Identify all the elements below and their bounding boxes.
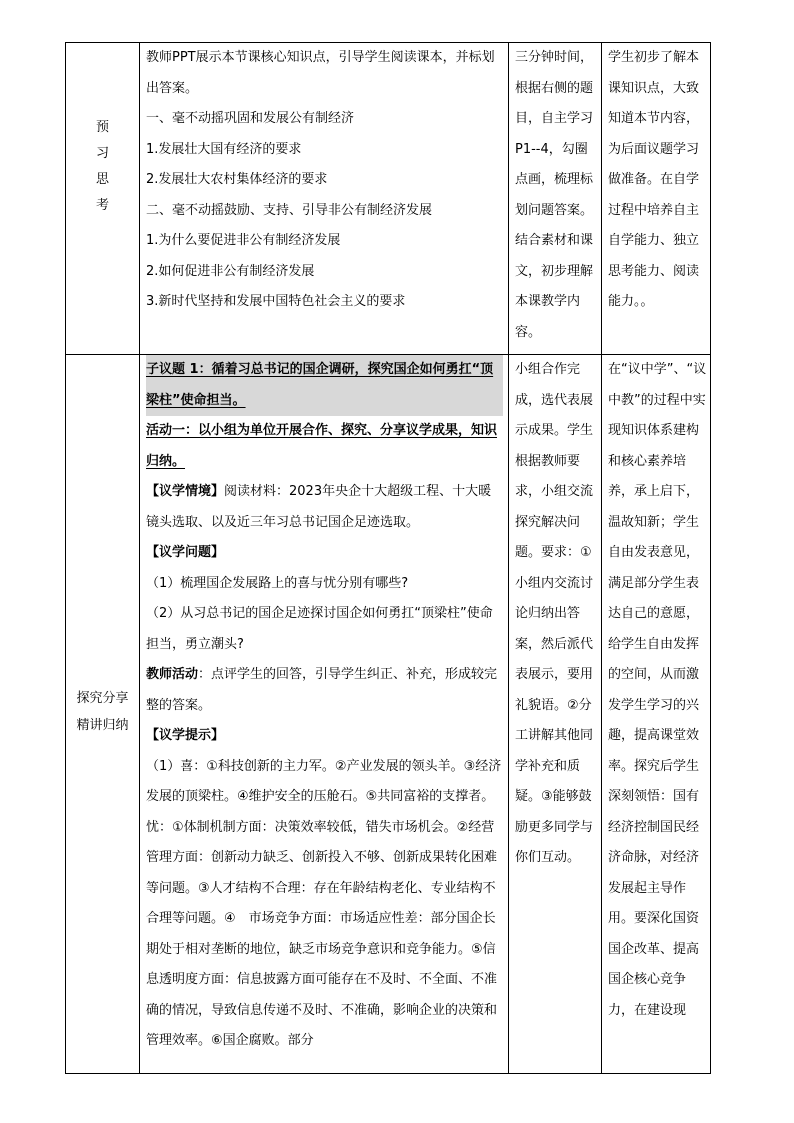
- content-cell-explore: [140, 355, 509, 1074]
- stage-cell-explore: [66, 355, 140, 1074]
- student-cell-preview: [509, 43, 602, 355]
- table-row-explore: [66, 355, 711, 1074]
- situation-label: 【议学情境】: [146, 484, 225, 499]
- stage-cell-preview: [66, 43, 140, 355]
- design-intent-explore: 在“议中学”、“议中教”的过程中实现知识体系建构和核心素养培养，承上启下，温故知新；学生自由发表意见，满足部分学生表达自己的意愿，给学生自由发挥的空间，从而激发学生学习的兴趣，提高课堂效率。探究后学生深刻领悟：国有经济控制国民经济命脉，对经济发展起主导作用。要深化国资国企改革、提高国企核心竞争力，在建设现: [608, 362, 707, 1018]
- teacher-activity-text: ：点评学生的回答，引导学生纠正、补充，形成较完整的答案。: [146, 667, 498, 713]
- teacher-activity-label: 教师活动: [146, 667, 199, 682]
- teacher-activity: [146, 660, 503, 721]
- preview-item: 2.发展壮大农村集体经济的要求: [146, 172, 328, 187]
- sub-topic-1: 子议题 1：循着习总书记的国企调研，探究国企如何勇扛“顶梁柱”使命担当。: [146, 355, 503, 416]
- content-cell-preview: [140, 43, 509, 355]
- preview-intro: 教师PPT展示本节课核心知识点，引导学生阅读课本，并标划出答案。: [146, 50, 495, 96]
- preview-item: 2.如何促进非公有制经济发展: [146, 263, 315, 279]
- preview-item: 1.为什么要促进非公有制经济发展: [146, 233, 341, 248]
- situation-text: 阅读材料：2023年央企十大超级工程、十大暖镜头选取、以及近三年习总书记国企足迹选取。: [146, 484, 492, 530]
- hints-text: （1）喜：①科技创新的主力军。②产业发展的领头羊。③经济发展的顶梁柱。④维护安全的压舱石。⑤共同富裕的支撑者。忧：①体制机制方面：决策效率较低，错失市场机会。②经营管理方面：创新动力缺乏、创新投入不够、创新成果转化困难等问题。③人才结构不合理：存在年龄结构老化、专业结构不合理等问题。④ 市场竞争方面：市场适应性差：部分国企长期处于相对垄断的地位，缺乏市场竞争意识和竞争能力。⑤信息透明度方面：信息披露方面可能存在不及时、不全面、不准确的情况，导致信息传递不及时、不准确，影响企业的决策和管理效率。⑥国企腐败。部分: [146, 758, 502, 1048]
- hints-label: 【议学提示】: [146, 728, 225, 743]
- intent-cell-preview: [602, 43, 711, 355]
- student-activity-preview: 三分钟时间，根据右侧的题目，自主学习P1--4，勾圈点画，梳理标划问题答案。结合素材和课文，初步理解本课教学内容。: [515, 50, 594, 340]
- questions-label: 【议学问题】: [146, 545, 225, 560]
- stage-label-explore: 探究分享 精讲归纳: [76, 691, 129, 733]
- preview-content: [140, 43, 508, 318]
- student-activity-explore: 小组合作完成，选代表展示成果。学生根据教师要求，小组交流探究解决问题。要求：①小组内交流讨论归纳出答案，然后派代表展示，要用礼貌语。②分工讲解其他同学补充和质疑。③能够鼓励更多同学与你们互动。: [515, 362, 594, 865]
- lesson-plan-table: [65, 42, 711, 1074]
- preview-heading-1: 一、毫不动摇巩固和发展公有制经济: [146, 111, 355, 126]
- design-intent-preview: 学生初步了解本课知识点，大致知道本节内容，为后面议题学习做准备。在自学过程中培养自主自学能力、独立思考能力、阅读能力。。: [608, 50, 700, 309]
- question-2: （2）从习总书记的国企足迹探讨国企如何勇扛“顶梁柱”使命担当，勇立潮头?: [146, 606, 493, 652]
- explore-content: [140, 355, 508, 1073]
- stage-label-preview: 预 习 思 考: [95, 120, 109, 213]
- preview-item: 3.新时代坚持和发展中国特色社会主义的要求: [146, 294, 406, 309]
- preview-heading-2: 二、毫不动摇鼓励、支持、引导非公有制经济发展: [146, 202, 433, 218]
- situation: [146, 477, 503, 538]
- activity-1: 活动一：以小组为单位开展合作、探究、分享议学成果，知识归纳。: [146, 423, 498, 469]
- question-1: （1）梳理国企发展路上的喜与忧分别有哪些?: [146, 575, 409, 591]
- preview-item: 1.发展壮大国有经济的要求: [146, 141, 302, 157]
- intent-cell-explore: [602, 355, 711, 1074]
- student-cell-explore: [509, 355, 602, 1074]
- table-row-preview: [66, 43, 711, 355]
